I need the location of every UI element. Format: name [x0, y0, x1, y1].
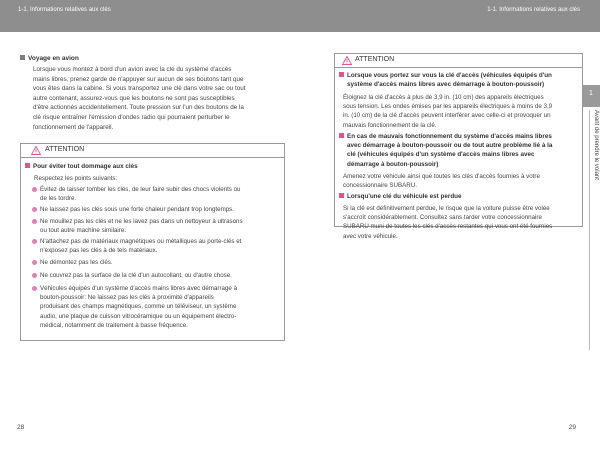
bullet-item — [40, 217, 280, 235]
bullet-item — [40, 237, 280, 255]
heading-line: avec démarrage à bouton-poussoir ou de tout autre problème lié à la — [347, 142, 553, 150]
attention-item-heading — [339, 132, 577, 169]
text-line: Amenez votre véhicule ainsi que toutes les clés d'accès fournies à votre — [343, 173, 540, 180]
bullet-dot-icon — [32, 239, 37, 244]
attention-item-text — [343, 204, 579, 241]
bullet-line: Véhicules équipés d'un système d'accès mains libres avec démarrage à — [40, 285, 238, 292]
warning-triangle-icon — [31, 146, 41, 155]
attention-box — [334, 53, 583, 240]
square-bullet-icon — [339, 193, 344, 198]
bullet-line: bouton-poussoir: Ne laissez pas les clés à proximité d'appareils — [40, 294, 214, 302]
right-page — [300, 0, 600, 450]
section-title-text: Voyage en avion — [28, 55, 79, 62]
bullet-item — [40, 185, 280, 203]
text-line: avec votre véhicule. — [343, 232, 398, 240]
attention-label: ATTENTION — [355, 56, 395, 63]
bullet-line: Ne mouillez pas les clés et ne les lavez pas dans un nettoyeur à ultrasons — [40, 218, 243, 225]
section-paragraph — [33, 65, 283, 132]
bullet-line: audio, une plaque de cuisson vitrocéramique ou un équipement électro- — [40, 312, 237, 320]
page-number: 29 — [568, 424, 576, 431]
bullet-line: Évitez de laisser tomber les clés, de leur faire subir des chocs violents ou — [40, 186, 241, 193]
attention-header — [21, 144, 284, 158]
paragraph-line: Lorsque vous montez à bord d'un avion avec la clé du système d'accès — [33, 66, 232, 73]
bullet-dot-icon — [32, 187, 37, 192]
square-bullet-icon — [20, 55, 25, 60]
attention-header — [335, 54, 582, 68]
chapter-title: Avant de prendre le volant — [593, 110, 599, 180]
text-line: SUBARU muni de toutes les clés d'accès restantes qui vous ont été fournies — [343, 223, 553, 231]
section-title — [20, 55, 79, 62]
attention-box — [20, 143, 285, 341]
bullet-item — [40, 284, 280, 330]
left-page-header — [0, 0, 300, 32]
square-bullet-icon — [25, 163, 30, 168]
chapter-tab — [582, 85, 600, 107]
bullet-line: de les tordre. — [40, 195, 77, 203]
right-page-header — [300, 0, 600, 32]
side-divider — [589, 110, 590, 350]
page-number: 28 — [17, 424, 25, 431]
text-line: in. (10 cm) de la clé d'accès peuvent interférer avec celle-ci et provoquer un — [343, 112, 551, 120]
bullet-line: Ne laissez pas les clés sous une forte chaleur pendant trop longtemps. — [40, 206, 234, 213]
heading-line: Lorsque vous portez sur vous la clé d'accès (véhicules équipés d'un — [347, 72, 552, 79]
paragraph-line: mains libres, prenez garde de n'appuyer sur aucun de ses boutons tant que — [33, 75, 244, 83]
heading-line: Lorsqu'une clé du véhicule est perdue — [347, 193, 462, 200]
chapter-number: 1 — [589, 90, 593, 97]
bullet-item — [40, 205, 280, 214]
attention-item-text — [343, 172, 579, 190]
bullet-line: N'attachez pas de matériaux magnétiques ou métalliques au porte-clés et — [40, 238, 242, 245]
bullet-line: Ne démontez pas les clés. — [40, 259, 113, 266]
paragraph-line: vous êtes dans la cabine. Si vous transportez une clé dans votre sac ou tout — [33, 85, 246, 93]
bullet-line: produisant des champs magnétiques, comme un téléviseur, un système — [40, 303, 237, 311]
square-bullet-icon — [339, 72, 344, 77]
bullet-item — [40, 271, 280, 280]
bullet-dot-icon — [32, 260, 37, 265]
bullet-dot-icon — [32, 207, 37, 212]
attention-item-heading — [339, 192, 577, 201]
attention-item-text — [343, 93, 579, 130]
attention-subheading-text: Pour éviter tout dommage aux clés — [33, 163, 138, 170]
attention-intro: Respectez les points suivants: — [34, 175, 118, 182]
left-header-title: 1-1. Informations relatives aux clés — [18, 7, 111, 13]
text-line: sous tension. Les ondes émises par les appareils électriques à moins de 3,9 — [343, 103, 553, 111]
bullet-dot-icon — [32, 286, 37, 291]
bullet-line: Ne couvrez pas la surface de la clé d'un autocollant, ou d'autre chose. — [40, 272, 232, 279]
bullet-line: médical, notamment de traitement à basse fréquence. — [40, 321, 188, 329]
heading-line: clé (véhicules équipés d'un système d'accès mains libres avec — [347, 151, 535, 159]
text-line: concessionnaire SUBARU. — [343, 182, 417, 190]
heading-line: En cas de mauvais fonctionnement du système d'accès mains libres — [347, 133, 552, 140]
bullet-line: ou tout autre machine similaire. — [40, 227, 126, 235]
bullet-item — [40, 258, 280, 267]
heading-line: système d'accès mains libres avec démarrage à bouton-poussoir) — [347, 81, 545, 89]
bullet-line: n'exposez pas les clés à de tels matériaux. — [40, 247, 158, 255]
attention-subheading — [25, 162, 138, 171]
square-bullet-icon — [339, 133, 344, 138]
text-line: mauvais fonctionnement de la clé. — [343, 121, 437, 129]
bullet-dot-icon — [32, 219, 37, 224]
heading-line: démarrage à bouton-poussoir) — [347, 160, 439, 168]
attention-item-heading — [339, 71, 577, 89]
warning-triangle-icon — [342, 56, 352, 65]
attention-label: ATTENTION — [45, 146, 85, 153]
text-line: s'accroît considérablement. Consultez sans tarder votre concessionnaire — [343, 214, 542, 222]
text-line: Éloignez la clé d'accès à plus de 3,9 in. (10 cm) des appareils électriques — [343, 94, 544, 101]
paragraph-line: clé risque entraîner l'émission d'ondes radio qui pourraient perturber le — [33, 113, 230, 121]
bullet-dot-icon — [32, 273, 37, 278]
paragraph-line: d'être actionnés accidentellement. Toute pression sur l'un des boutons de la — [33, 104, 244, 112]
right-header-title: 1-1. Informations relatives aux clés — [487, 7, 580, 13]
paragraph-line: fonctionnement de l'appareil. — [33, 123, 114, 131]
text-line: Si la clé est définitivement perdue, le risque que la voiture puisse être volée — [343, 205, 550, 212]
paragraph-line: autre contenant, assurez-vous que les boutons ne sont pas susceptibles — [33, 94, 235, 102]
